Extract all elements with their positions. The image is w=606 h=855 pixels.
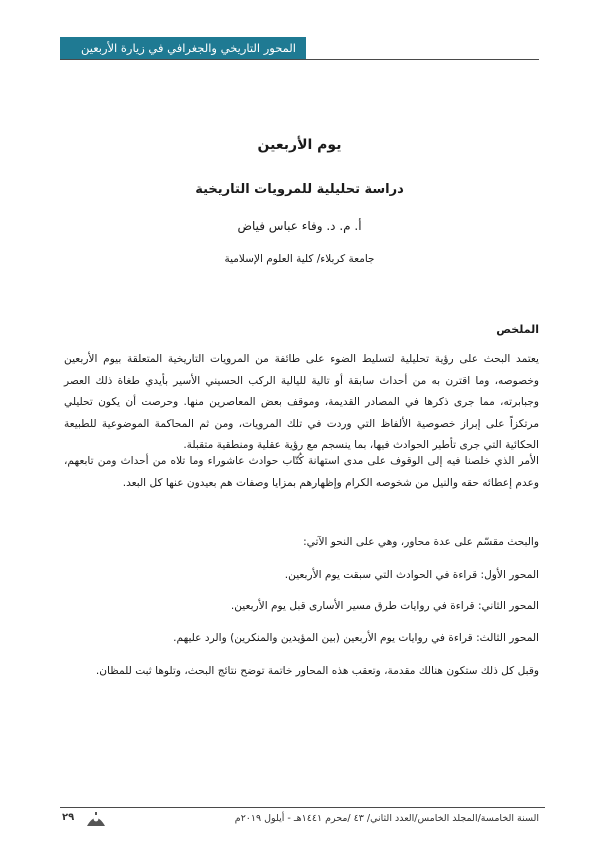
page-number: ٢٩ <box>62 812 75 823</box>
axis-2: المحور الثاني: قراءة في روايات طرق مسير الأسارى قبل يوم الأربعين. <box>230 600 539 612</box>
article-subtitle: دراسة تحليلية للمرويات التاريخية <box>195 182 404 197</box>
abstract-paragraph-2: الأمر الذي خلصنا فيه إلى الوقوف على مدى استهانة كُتّاب حوادث عاشوراء وما تلاه من أحداث ومن تابعهم، وعدم إعطائه حقه والنيل من شخوصه الكرام وإظهارهم بمزايا وصفات هم بعيدون عنها كل البعد. <box>64 455 539 489</box>
article-affiliation: جامعة كربلاء/ كلية العلوم الإسلامية <box>224 253 375 265</box>
running-header: المحور التاريخي والجغرافي في زيارة الأربعين <box>60 37 306 60</box>
footer-journal-info: السنة الخامسة/المجلد الخامس/العدد الثاني/ ٤٣ /محرم ١٤٤١هـ - أيلول ٢٠١٩م <box>234 813 539 824</box>
closing-line: وقبل كل ذلك ستكون هنالك مقدمة، وتعقب هذه المحاور خاتمة توضح نتائج البحث، وتلوها ثبت للمظان. <box>95 665 539 677</box>
division-intro: والبحث مقسّم على عدة محاور، وهي على النحو الآتي: <box>303 536 539 548</box>
article-title: يوم الأربعين <box>257 137 342 153</box>
abstract-heading: الملخص <box>496 323 539 336</box>
footer-divider <box>60 807 545 808</box>
article-author: أ. م. د. وفاء عباس فياض <box>237 219 362 233</box>
journal-emblem-icon <box>85 811 107 827</box>
abstract-paragraph-1: يعتمد البحث على رؤية تحليلية لتسليط الضوء على طائفة من المرويات التاريخية المتعلقة بيوم الأربعين وخصوصه، وما اقترن به من أحداث سابقة أو تالية لليالية الركب الحسيني الأسير بأيدي طغاة ذلك العصر وجبابرته، مما جرى ذكرها في المصادر القديمة، وموقف بعض المعاصرين منها. وحرصت أن يكون تحليلي مرتكزاً على إبراز خصوصية الألفاظ التي وردت في تلك المرويات، ومن ثم المحاكمة الموضوعية للطبيعة الحكائية التي جرى تأطير الحوادث فيها، بما ينسجم مع رؤية عقلية ومنطقية متقبلة. <box>64 353 539 451</box>
header-divider <box>60 59 539 60</box>
axis-3: المحور الثالث: قراءة في روايات يوم الأربعين (بين المؤيدين والمنكرين) والرد عليهم. <box>173 632 539 644</box>
axis-1: المحور الأول: قراءة في الحوادث التي سبقت يوم الأربعين. <box>284 569 539 581</box>
